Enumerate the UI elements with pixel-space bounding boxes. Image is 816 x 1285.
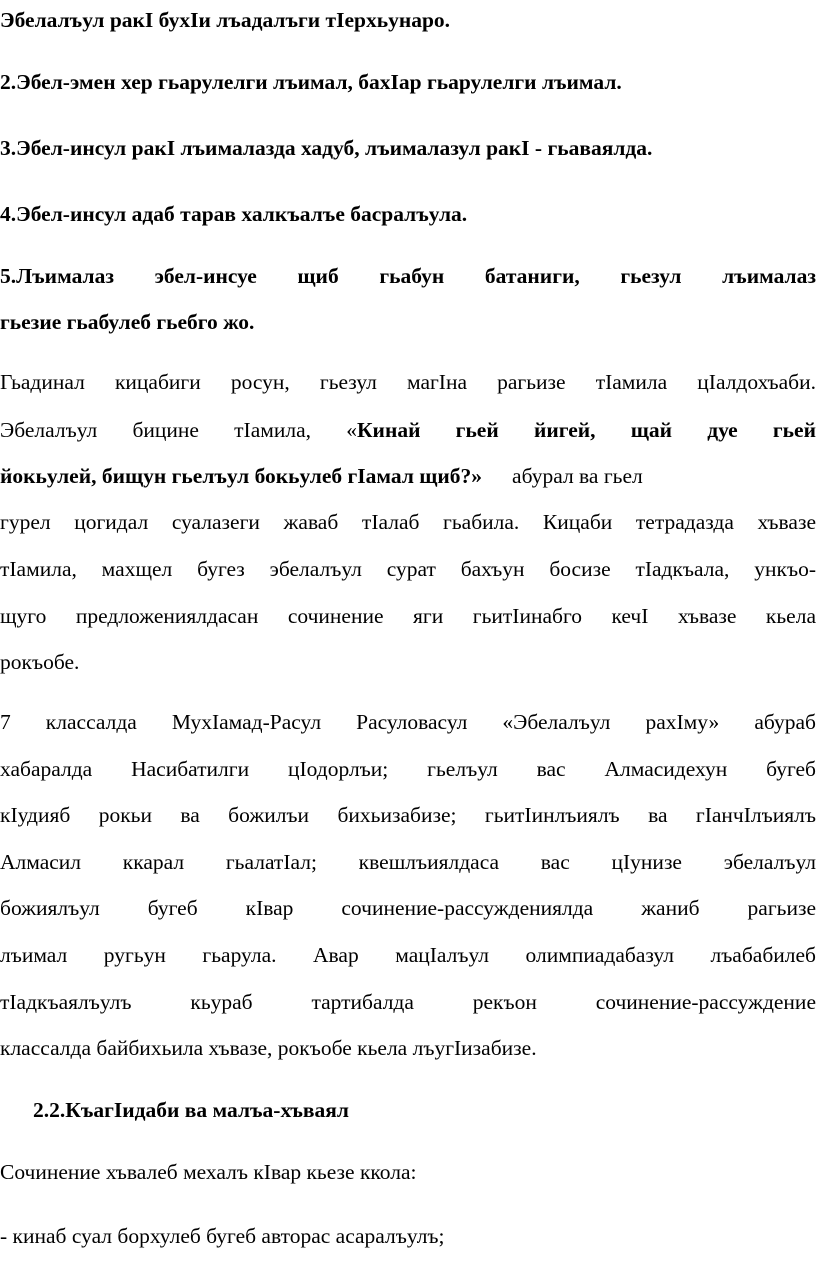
- paragraph-2-line-5: божиялъул бугеб кIвар сочинение-рассуждениялда жаниб рагьизе: [0, 896, 816, 920]
- paragraph-2-line-4: Алмасил ккарал гьалатIал; квешлъиялдаса вас цIунизе эбелалъул: [0, 850, 816, 874]
- paragraph-1-line-4: гурел цогидал суалазеги жаваб тIалаб гьабила. Кицаби тетрадазда хъвазе: [0, 510, 816, 534]
- question-text-part-1: Кинай гьей йигей, щай дуе гьей: [356, 418, 816, 442]
- section-intro: Сочинение хъвалеб мехалъ кIвар кьезе ккола:: [0, 1160, 417, 1184]
- bullet-item-1: - кинаб суал борхулеб бугеб авторас асаралъулъ;: [0, 1224, 445, 1248]
- paragraph-2-line-3: кIудияб рокьи ва божилъи бихьизабизе; гьитIинлъиялъ ва гIанчIлъиялъ: [0, 803, 816, 827]
- list-item-3: 3.Эбел-инсул ракI лъималазда хадуб, лъималазул ракI - гьаваялда.: [0, 136, 653, 160]
- paragraph-2-line-6: лъимал ругьун гьарула. Авар мацIалъул олимпиадабазул лъабабилеб: [0, 943, 816, 967]
- paragraph-1-line-1: Гьадинал кицабиги росун, гьезул магIна рагьизе тIамила цIалдохъаби.: [0, 370, 816, 394]
- paragraph-2-line-7: тIадкъаялъулъ кьураб тартибалда рекъон сочинение-рассуждение: [0, 990, 816, 1014]
- section-heading: 2.2.КъагIидаби ва малъа-хъваял: [33, 1098, 349, 1122]
- paragraph-1-line-6: щуго предложениялдасан сочинение яги гьитIинабго кечI хъвазе кьела: [0, 604, 816, 628]
- paragraph-2-line-8: классалда байбихьила хъвазе, рокъобе кьела лъугIизабизе.: [0, 1036, 537, 1060]
- question-text-part-2: йокьулей, бищун гьелъул бокьулеб гIамал щиб?»: [0, 464, 483, 488]
- list-item-5-line-2: гьезие гьабулеб гьебго жо.: [0, 310, 255, 334]
- paragraph-1-line-3: [0, 462, 816, 490]
- paragraph-2-line-2: хабаралда Насибатилги цIодорлъи; гьелъул вас Алмасидехун бугеб: [0, 757, 816, 781]
- paragraph-1-line-2: [0, 416, 816, 444]
- list-item-4: 4.Эбел-инсул адаб тарав халкъалъе басралъула.: [0, 202, 468, 226]
- paragraph-1-line-3-text: абурал ва гьел: [512, 464, 643, 488]
- paragraph-2-line-1: 7 классалда МухIамад-Расул Расуловасул «Эбелалъул рахIму» абураб: [0, 710, 816, 734]
- list-item-1: Эбелалъул ракI бухIи лъадалъги тIерхьунаро.: [0, 8, 451, 32]
- list-item-5-line-1: 5.Лъималаз эбел-инсуе щиб гьабун батаниги, гьезул лъималаз: [0, 264, 816, 288]
- paragraph-1-line-5: тIамила, махщел бугез эбелалъул сурат бахъун босизе тIадкъала, ункъо-: [0, 557, 816, 581]
- paragraph-1-line-2-text: Эбелалъул бицине тIамила, «: [0, 418, 357, 442]
- paragraph-1-line-7: рокъобе.: [0, 650, 80, 674]
- list-item-2: 2.Эбел-эмен хер гьарулелги лъимал, бахIар гьарулелги лъимал.: [0, 70, 622, 94]
